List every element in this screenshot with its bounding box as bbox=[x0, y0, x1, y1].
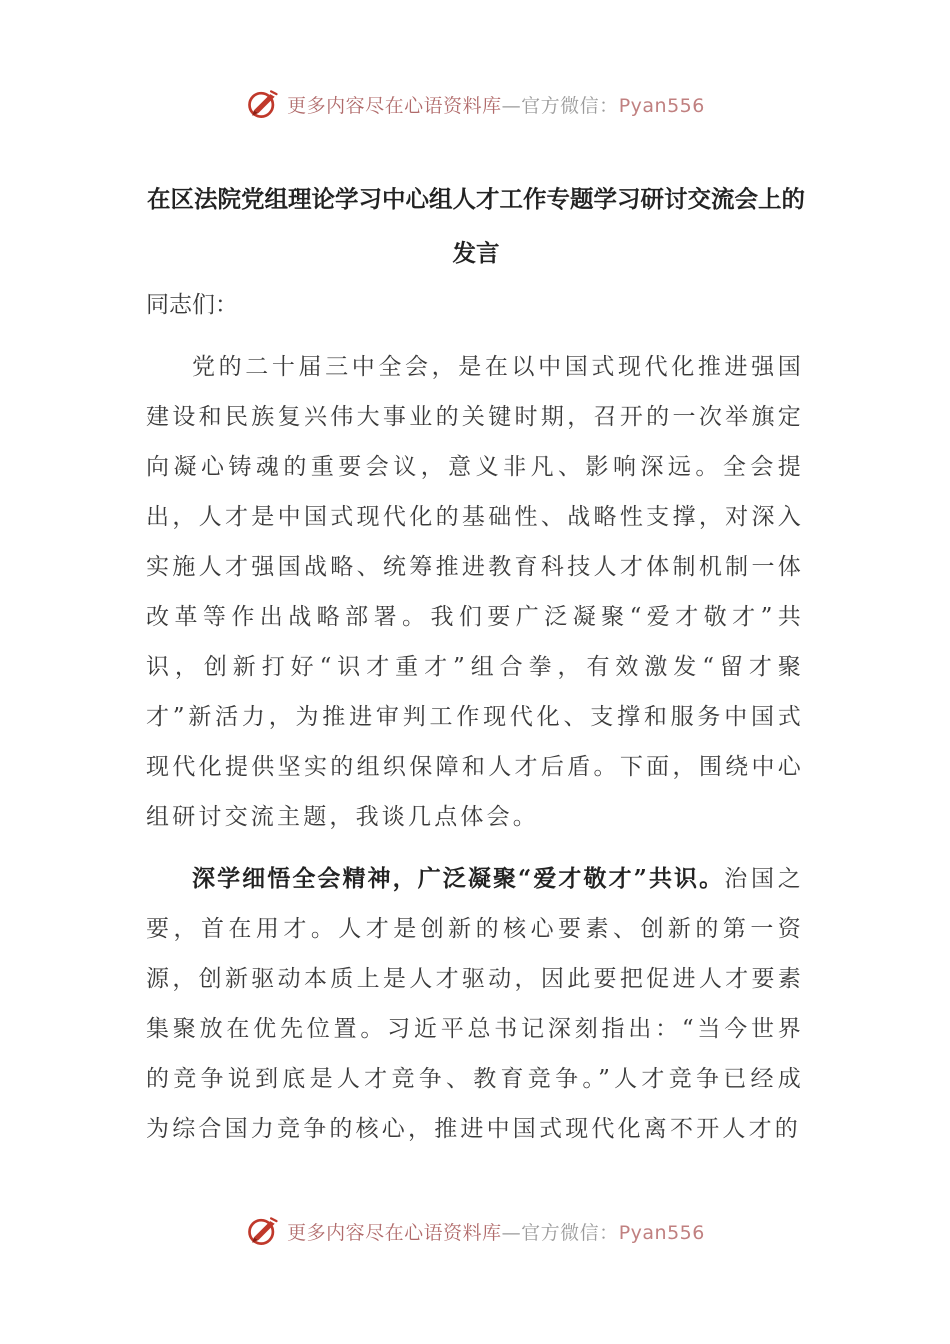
paragraph-2-lead: 深学细悟全会精神，广泛凝聚“爱才敬才”共识。 bbox=[192, 865, 725, 892]
header-banner bbox=[0, 84, 950, 124]
header-banner-text bbox=[287, 91, 705, 118]
footer-separator: — bbox=[501, 1221, 522, 1244]
footer-banner-text bbox=[287, 1218, 705, 1245]
document-title: 在区法院党组理论学习中心组人才工作专题学习研讨交流会上的发言 bbox=[147, 185, 805, 267]
footer-wechat-id: Pyan556 bbox=[618, 1221, 705, 1244]
header-wechat-label: 官方微信： bbox=[521, 94, 619, 117]
footer-site-text: 更多内容尽在心语资料库 bbox=[287, 1221, 502, 1244]
salutation: 同志们： bbox=[146, 292, 238, 318]
pen-logo-icon bbox=[245, 86, 281, 122]
header-wechat-id: Pyan556 bbox=[618, 94, 705, 117]
header-site-text: 更多内容尽在心语资料库 bbox=[287, 94, 502, 117]
pen-logo-icon bbox=[245, 1213, 281, 1249]
paragraph-2-body: 治国之要，首在用才。人才是创新的核心要素、创新的第一资源，创新驱动本质上是人才驱动，因此要把促进人才要素集聚放在优先位置。习近平总书记深刻指出：“当今世界的竞争说到底是人才竞争、教育竞争。”人才竞争已经成为综合国力竞争的核心，推进中国式现代化离不开人才的 bbox=[146, 866, 804, 1142]
header-separator: — bbox=[501, 94, 522, 117]
paragraph-1: 党的二十届三中全会，是在以中国式现代化推进强国建设和民族复兴伟大事业的关键时期，召开的一次举旗定向凝心铸魂的重要会议，意义非凡、影响深远。全会提出，人才是中国式现代化的基础性、战略性支撑，对深入实施人才强国战略、统筹推进教育科技人才体制机制一体改革等作出战略部署。我们要广泛凝聚“爱才敬才”共识，创新打好“识才重才”组合拳，有效激发“留才聚才”新活力，为推进审判工作现代化、支撑和服务中国式现代化提供坚实的组织保障和人才后盾。下面，围绕中心组研讨交流主题，我谈几点体会。 bbox=[146, 354, 804, 830]
paragraph-2 bbox=[146, 854, 804, 1154]
footer-wechat-label: 官方微信： bbox=[521, 1221, 619, 1244]
footer-banner bbox=[0, 1211, 950, 1251]
